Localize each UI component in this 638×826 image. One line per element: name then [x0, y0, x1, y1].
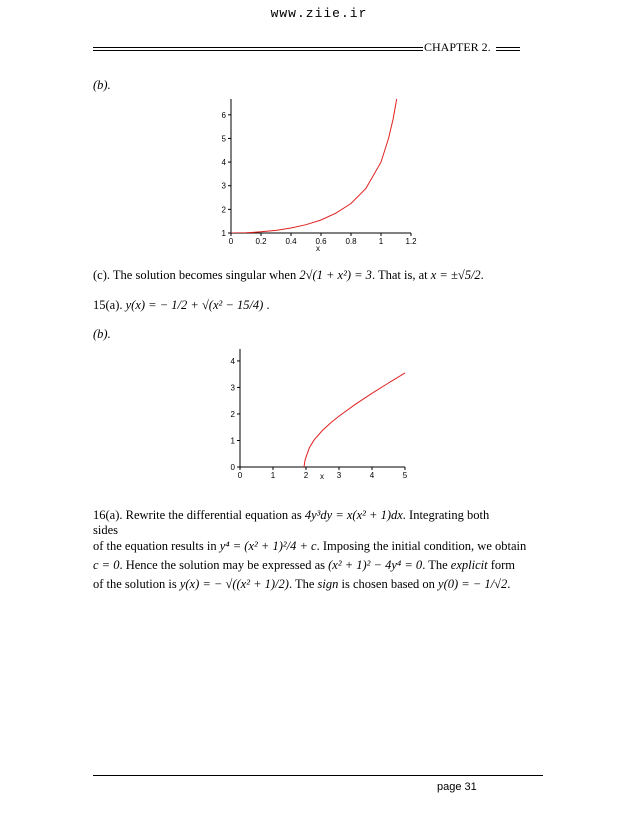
- x-tick-label: 1.2: [405, 237, 417, 246]
- problem-15a: 15(a). y(x) = − 1/2 + √(x² − 15/4) .: [93, 298, 270, 312]
- x-tick-label: 1: [270, 471, 276, 480]
- series-line: [304, 373, 405, 467]
- y-tick-label: 3: [230, 383, 235, 393]
- y-tick-label: 1: [221, 229, 226, 238]
- watermark: www.ziie.ir: [270, 6, 368, 21]
- problem-16a-line4: c = 0. Hence the solution may be expressed as (x² + 1)² − 4y⁴ = 0. The explicit form: [93, 558, 516, 572]
- y-tick-label: 2: [230, 409, 235, 419]
- x-tick-label: 0.4: [285, 237, 297, 246]
- x-tick-label: 1: [378, 237, 384, 246]
- x-axis-label: x: [316, 244, 320, 253]
- y-tick-label: 1: [230, 436, 235, 446]
- page-number: page 31: [437, 781, 477, 793]
- y-tick-label: 4: [221, 158, 226, 168]
- y-tick-label: 5: [221, 134, 226, 144]
- x-tick-label: 2: [303, 471, 309, 480]
- x-tick-label: 0: [228, 237, 234, 246]
- y-tick-label: 6: [221, 110, 226, 120]
- header-rule: [93, 47, 423, 48]
- x-tick-label: 3: [336, 471, 342, 480]
- y-tick-label: 2: [221, 205, 226, 215]
- x-tick-label: 4: [369, 471, 375, 480]
- header-rule: [496, 47, 520, 48]
- y-tick-label: 0: [230, 463, 235, 472]
- chart-1: [200, 95, 440, 255]
- problem-16a-line1: 16(a). Rewrite the differential equation as 4y³dy = x(x² + 1)dx. Integrating both: [93, 508, 490, 522]
- problem-16a-line3: of the equation results in y⁴ = (x² + 1)²/4 + c. Imposing the initial condition, we obtain: [93, 539, 527, 553]
- y-tick-label: 4: [230, 356, 235, 366]
- part-b-label: (b).: [93, 78, 111, 92]
- x-tick-label: 0.2: [255, 237, 267, 246]
- part-b-label-2: (b).: [93, 327, 111, 341]
- footer-rule: [93, 775, 543, 776]
- x-tick-label: 0: [237, 471, 243, 480]
- problem-16a-line5: of the solution is y(x) = − √((x² + 1)/2). The sign is chosen based on y(0) = − 1/√2.: [93, 577, 511, 591]
- x-axis-label: x: [320, 472, 324, 481]
- header-rule: [496, 50, 520, 51]
- x-tick-label: 0.6: [315, 237, 327, 246]
- part-c-text: (c). The solution becomes singular when 2√(1 + x²) = 3. That is, at x = ±√5/2.: [93, 268, 484, 282]
- series-line: [231, 95, 399, 233]
- header-rule: [93, 50, 423, 51]
- chapter-label: CHAPTER 2.: [424, 40, 491, 54]
- x-tick-label: 5: [402, 471, 408, 480]
- problem-16a-line2: sides: [93, 523, 118, 537]
- chart-2: [200, 345, 430, 490]
- x-tick-label: 0.8: [345, 237, 357, 246]
- y-tick-label: 3: [221, 181, 226, 191]
